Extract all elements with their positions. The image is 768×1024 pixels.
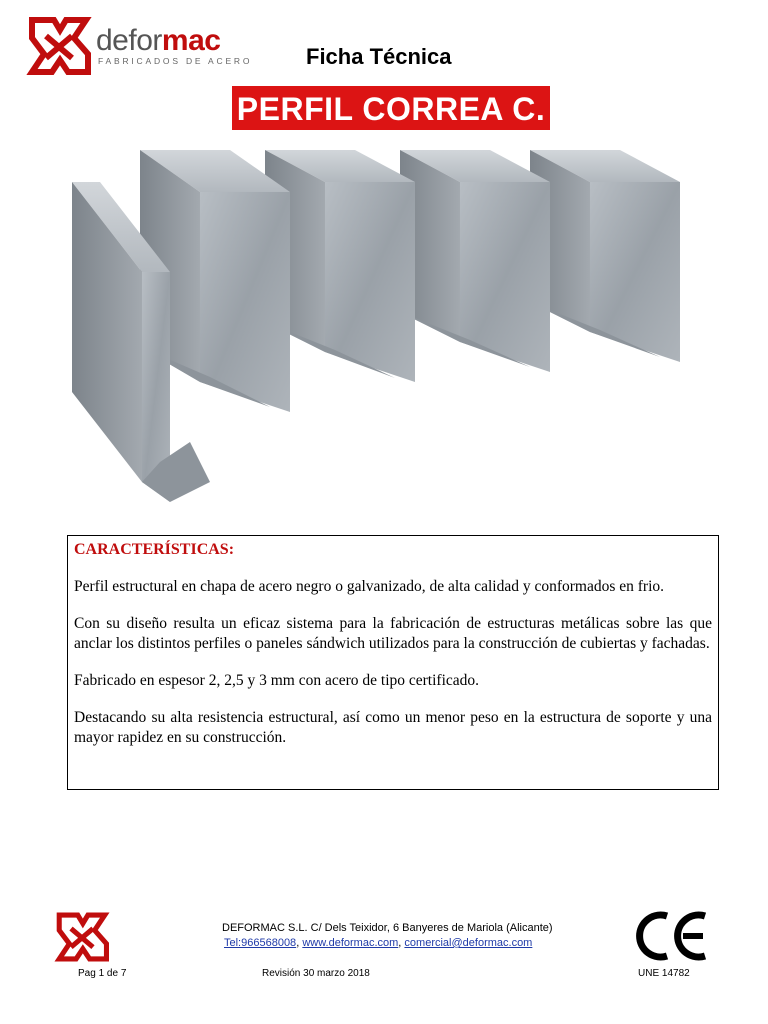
feature-paragraph: Perfil estructural en chapa de acero negro o galvanizado, de alta calidad y conformados en frio. (74, 578, 665, 595)
standard-reference: UNE 14782 (638, 968, 690, 979)
page-number: Pag 1 de 7 (78, 968, 127, 979)
phone-link[interactable]: Tel:966568008 (224, 937, 297, 949)
product-image (60, 142, 720, 522)
revision-date: Revisión 30 marzo 2018 (262, 968, 370, 979)
product-title: PERFIL CORREA C. (232, 86, 550, 130)
separator: , (398, 937, 405, 949)
c-profile (400, 150, 550, 372)
separator: , (296, 937, 303, 949)
ce-mark-icon (633, 910, 713, 962)
deformac-logo-icon (24, 14, 94, 78)
c-profile (530, 150, 680, 362)
footer-company-address: DEFORMAC S.L. C/ Dels Teixidor, 6 Banyeres de Mariola (Alicante) (222, 922, 553, 934)
email-link[interactable]: comercial@deformac.com (404, 937, 533, 949)
brand-name (96, 26, 220, 56)
features-box (67, 535, 719, 790)
document-title: Ficha Técnica (306, 44, 452, 69)
footer-contact-links (224, 937, 532, 949)
features-heading: CARACTERÍSTICAS: (74, 541, 235, 558)
feature-paragraph: Destacando su alta resistencia estructural, así como un menor peso en la estructura de soporte y una mayor rapidez en su construcción. (74, 709, 712, 746)
website-link[interactable]: www.deformac.com (302, 937, 399, 949)
feature-paragraph: Con su diseño resulta un eficaz sistema para la fabricación de estructuras metálicas sobre las que anclar los distintos perfiles o paneles sándwich utilizados para la construcción de cubiertas y fachadas. (74, 615, 712, 652)
brand-name-part1: defor (96, 24, 162, 57)
brand-tagline: FABRICADOS DE ACERO (98, 56, 253, 66)
feature-paragraph: Fabricado en espesor 2, 2,5 y 3 mm con acero de tipo certificado. (74, 672, 480, 689)
footer-logo-icon (52, 910, 112, 964)
brand-name-part2: mac (161, 24, 221, 57)
